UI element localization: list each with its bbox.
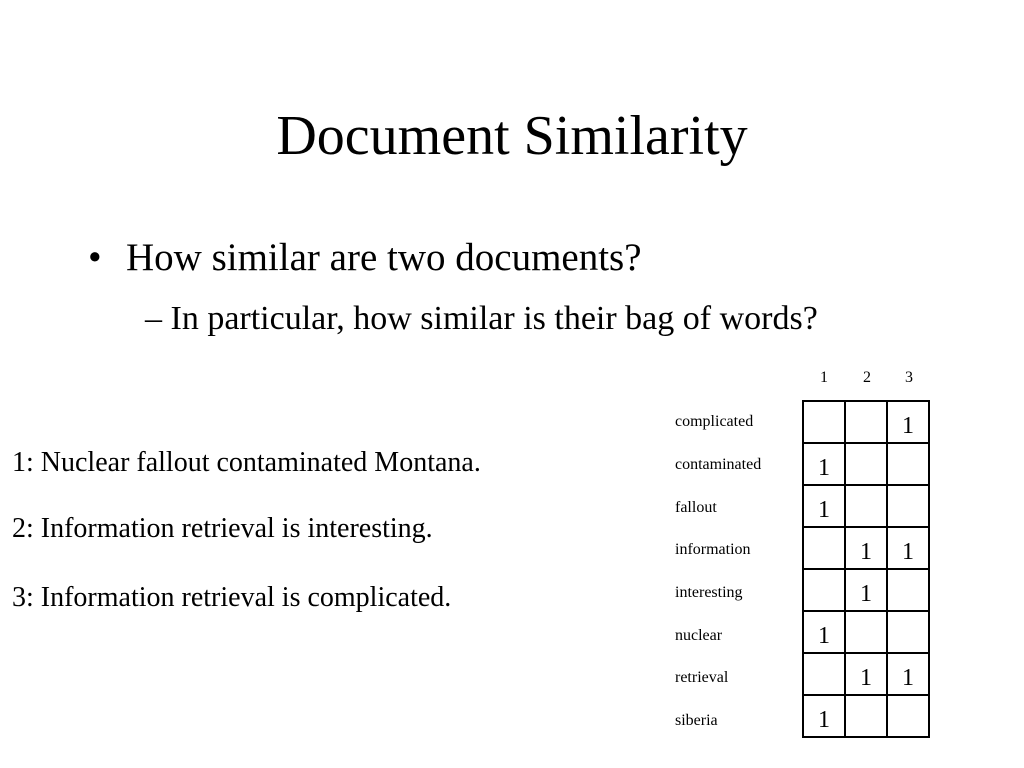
matrix-row bbox=[804, 528, 930, 570]
matrix-cell bbox=[846, 486, 888, 528]
matrix-cell bbox=[846, 612, 888, 654]
bullet-text: How similar are two documents? bbox=[126, 236, 642, 279]
matrix-row bbox=[804, 696, 930, 738]
column-header-3: 3 bbox=[905, 369, 913, 386]
matrix-cell: 1 bbox=[888, 654, 930, 696]
term-label: nuclear bbox=[675, 627, 723, 644]
matrix-cell bbox=[846, 402, 888, 444]
document-3: 3: Information retrieval is complicated. bbox=[12, 582, 452, 613]
term-label: siberia bbox=[675, 712, 718, 729]
column-header-1: 1 bbox=[820, 369, 828, 386]
matrix-cell: 1 bbox=[804, 444, 846, 486]
matrix-cell: 1 bbox=[888, 402, 930, 444]
bullet-mark: • bbox=[88, 236, 102, 279]
matrix-cell: 1 bbox=[846, 570, 888, 612]
matrix-cell bbox=[888, 486, 930, 528]
matrix-cell bbox=[804, 570, 846, 612]
term-label: complicated bbox=[675, 413, 754, 430]
matrix-cell bbox=[804, 528, 846, 570]
slide-title: Document Similarity bbox=[276, 105, 748, 167]
sub-bullet-item: – In particular, how similar is their bag of words? bbox=[145, 300, 818, 337]
matrix-cell: 1 bbox=[804, 696, 846, 738]
matrix-cell bbox=[804, 402, 846, 444]
matrix-cell bbox=[846, 696, 888, 738]
matrix-cell bbox=[888, 444, 930, 486]
term-label: fallout bbox=[675, 499, 717, 516]
matrix-row bbox=[804, 570, 930, 612]
matrix-cell bbox=[804, 654, 846, 696]
matrix-row bbox=[804, 402, 930, 444]
matrix-cell: 1 bbox=[804, 612, 846, 654]
matrix-row bbox=[804, 612, 930, 654]
term-label: retrieval bbox=[675, 669, 729, 686]
term-label: information bbox=[675, 541, 751, 558]
matrix-cell bbox=[888, 570, 930, 612]
matrix-cell bbox=[888, 612, 930, 654]
matrix-cell: 1 bbox=[846, 654, 888, 696]
matrix-row bbox=[804, 654, 930, 696]
matrix-cell: 1 bbox=[804, 486, 846, 528]
matrix-cell: 1 bbox=[888, 528, 930, 570]
matrix-cell: 1 bbox=[846, 528, 888, 570]
term-label: interesting bbox=[675, 584, 743, 601]
term-label: contaminated bbox=[675, 456, 762, 473]
document-1: 1: Nuclear fallout contaminated Montana. bbox=[12, 447, 481, 478]
term-document-matrix bbox=[802, 400, 930, 738]
column-header-2: 2 bbox=[863, 369, 871, 386]
bullet-item bbox=[88, 233, 642, 283]
matrix-cell bbox=[846, 444, 888, 486]
matrix-row bbox=[804, 486, 930, 528]
matrix-row bbox=[804, 444, 930, 486]
document-2: 2: Information retrieval is interesting. bbox=[12, 513, 433, 544]
matrix-cell bbox=[888, 696, 930, 738]
